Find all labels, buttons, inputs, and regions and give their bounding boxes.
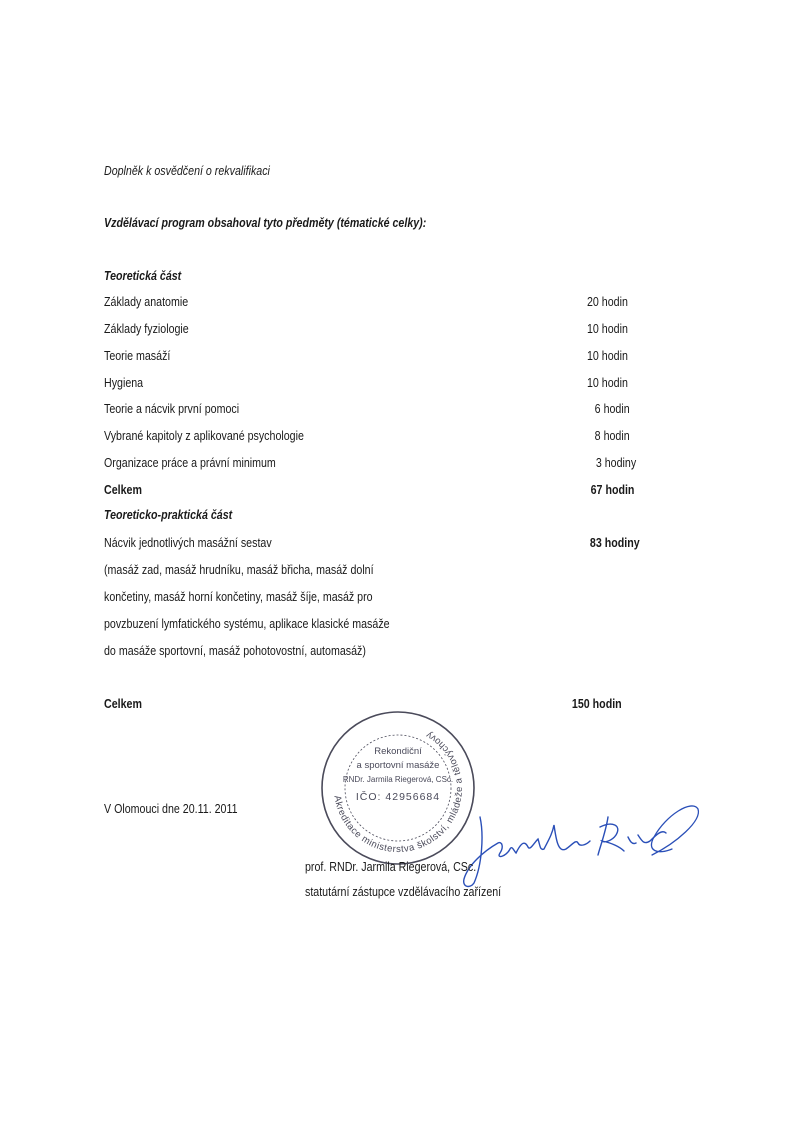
handwritten-signature <box>440 795 710 895</box>
grand-total-hours: 150 hodin <box>572 696 622 711</box>
stamp-line: RNDr. Jarmila Riegerová, CSc. <box>342 775 454 784</box>
signatory-role: statutární zástupce vzdělávacího zařízení <box>305 884 502 899</box>
theory-total-label: Celkem <box>104 482 142 497</box>
subject-hours: 6 hodin <box>595 401 630 416</box>
subject-name: Teorie masáží <box>104 348 171 363</box>
document-header: Doplněk k osvědčení o rekvalifikaci <box>104 163 270 178</box>
theory-total-hours: 67 hodin <box>590 482 634 497</box>
practice-detail-line: povzbuzení lymfatického systému, aplikace klasické masáže <box>104 616 390 631</box>
grand-total-label: Celkem <box>104 696 142 711</box>
stamp-line: IČO: 42956684 <box>355 791 441 803</box>
subject-hours: 10 hodin <box>587 348 628 363</box>
subject-hours: 10 hodin <box>587 321 628 336</box>
subject-name: Organizace práce a právní minimum <box>104 455 276 470</box>
stamp-line: Rekondiční <box>374 746 422 757</box>
signatory-name: prof. RNDr. Jarmila Riegerová, CSc. <box>305 859 477 874</box>
place-and-date: V Olomouci dne 20.11. 2011 <box>104 801 238 816</box>
subject-name: Teorie a nácvik první pomoci <box>104 401 240 416</box>
subject-hours: 8 hodin <box>595 428 630 443</box>
stamp-ring-text: Akreditace ministerstva školství, mládeže a tělovýchovy <box>331 728 466 856</box>
subject-name: Hygiena <box>104 375 144 390</box>
practice-heading: Teoreticko-praktická část <box>104 507 233 522</box>
subject-name: Vybrané kapitoly z aplikované psychologie <box>104 428 304 443</box>
theory-heading: Teoretická část <box>104 268 182 283</box>
practice-detail-line: končetiny, masáž horní končetiny, masáž šíje, masáž pro <box>104 589 373 604</box>
program-intro: Vzdělávací program obsahoval tyto předměty (tématické celky): <box>104 215 427 230</box>
subject-hours: 3 hodiny <box>595 455 636 470</box>
subject-hours: 10 hodin <box>587 375 628 390</box>
subject-hours: 20 hodin <box>587 294 628 309</box>
practice-detail-line: (masáž zad, masáž hrudníku, masáž břicha, masáž dolní <box>104 562 374 577</box>
subject-name: Základy anatomie <box>104 294 189 309</box>
subject-name: Základy fyziologie <box>104 321 189 336</box>
practice-item: Nácvik jednotlivých masážní sestav <box>104 535 272 550</box>
practice-item-hours: 83 hodiny <box>590 535 640 550</box>
stamp-line: a sportovní masáže <box>356 760 440 771</box>
practice-detail-line: do masáže sportovní, masáž pohotovostní, automasáž) <box>104 643 366 658</box>
